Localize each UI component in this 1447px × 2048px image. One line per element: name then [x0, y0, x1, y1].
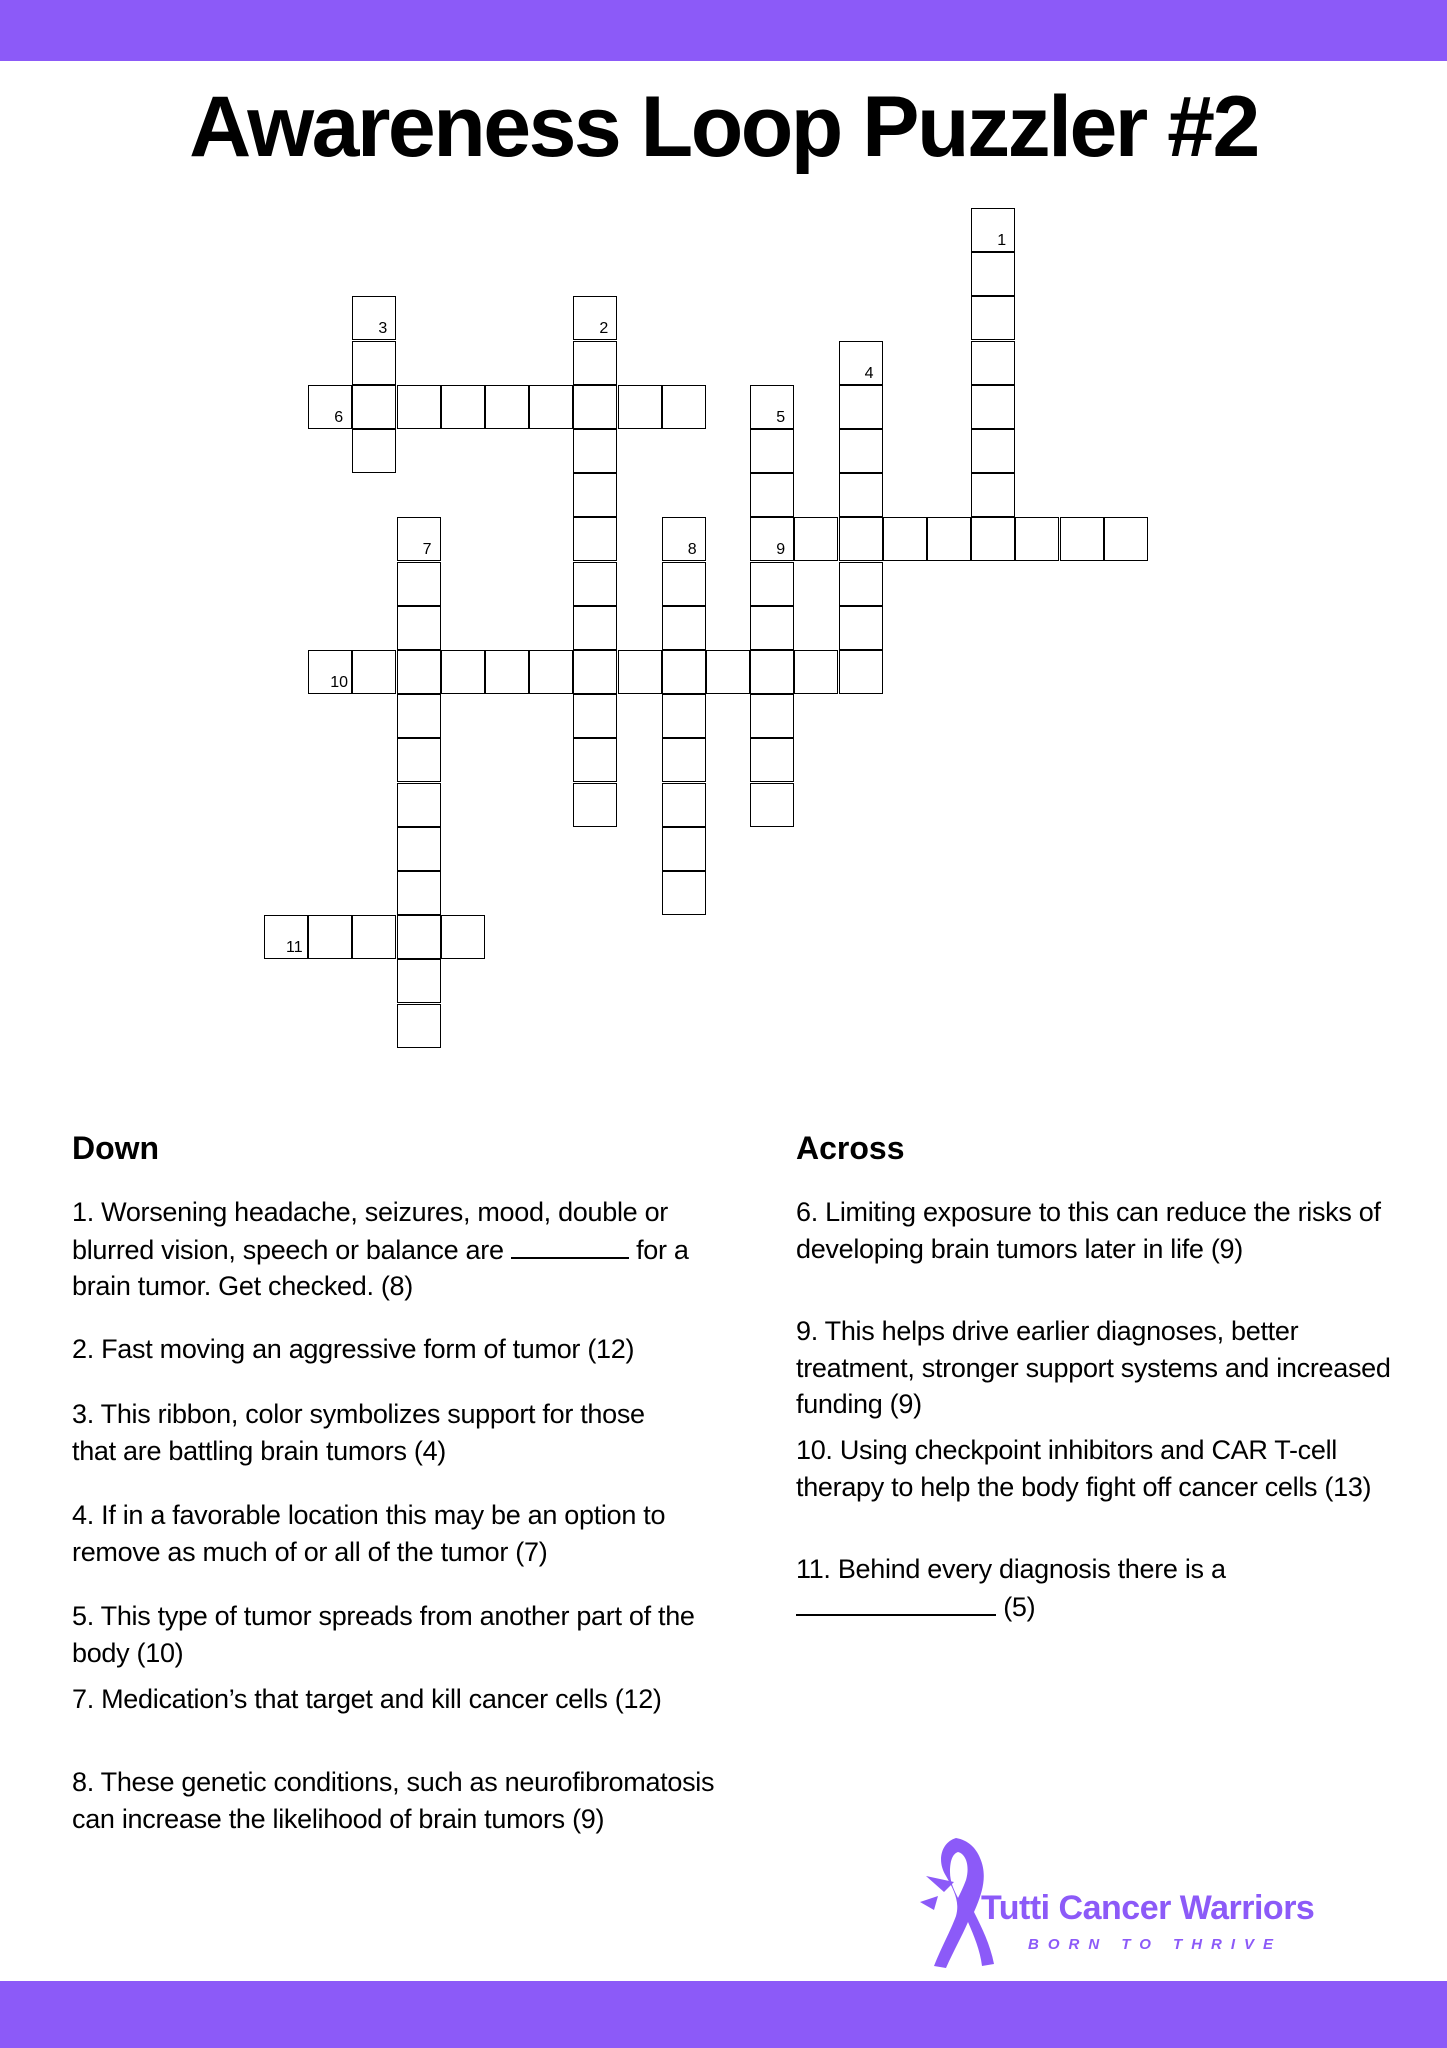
crossword-cell — [573, 650, 617, 694]
crossword-cell — [397, 694, 441, 738]
crossword-cell — [662, 650, 706, 694]
crossword-cell — [839, 517, 883, 561]
crossword-cell — [662, 827, 706, 871]
crossword-cell — [485, 385, 529, 429]
crossword-cell — [352, 915, 396, 959]
crossword-cell — [706, 650, 750, 694]
crossword-cell — [971, 429, 1015, 473]
crossword-cell — [529, 650, 573, 694]
crossword-cell — [971, 473, 1015, 517]
crossword-cell — [397, 915, 441, 959]
crossword-cell — [618, 385, 662, 429]
clue-number-1: 1 — [997, 232, 1007, 249]
crossword-cell — [839, 562, 883, 606]
clue-number-4: 4 — [864, 364, 874, 382]
crossword-cell — [397, 517, 441, 561]
crossword-cell — [750, 562, 794, 606]
down-clue-7: 7. Medication’s that target and kill cancer cells (12) — [72, 1684, 662, 1714]
crossword-cell — [1015, 517, 1059, 561]
down-clue-3: 3. This ribbon, color symbolizes support for those that are battling brain tumors (4) — [72, 1399, 645, 1466]
crossword-cell — [750, 429, 794, 473]
crossword-cell — [573, 783, 617, 827]
crossword-cell — [352, 385, 396, 429]
across-clue-9: 9. This helps drive earlier diagnoses, better treatment, stronger support systems and increased funding (9) — [796, 1316, 1391, 1419]
clue-number-3: 3 — [378, 320, 388, 338]
crossword-cell — [839, 650, 883, 694]
crossword-cell — [662, 694, 706, 738]
crossword-cell — [573, 385, 617, 429]
crossword-cell — [750, 473, 794, 517]
crossword-cell — [618, 650, 662, 694]
crossword-cell — [352, 341, 396, 385]
page-title: Awareness Loop Puzzler #2 — [189, 79, 1258, 175]
clue-number-11: 11 — [286, 939, 303, 957]
crossword-cell — [573, 606, 617, 650]
crossword-cell — [397, 871, 441, 915]
crossword-cell — [839, 341, 883, 385]
clue-number-2: 2 — [599, 320, 609, 338]
across-clue-6: 6. Limiting exposure to this can reduce the risks of developing brain tumors later in life (9) — [796, 1197, 1381, 1264]
crossword-cell — [397, 650, 441, 694]
crossword-cell — [839, 606, 883, 650]
crossword-cell — [971, 341, 1015, 385]
crossword-cell — [397, 606, 441, 650]
crossword-cell — [662, 562, 706, 606]
crossword-cell — [883, 517, 927, 561]
across-clue-11: 11. Behind every diagnosis there is a (5) — [796, 1554, 1226, 1622]
crossword-cell — [352, 296, 396, 340]
answer-blank — [511, 1231, 629, 1259]
crossword-cell — [352, 429, 396, 473]
crossword-cell — [573, 738, 617, 782]
crossword-cell — [573, 296, 617, 340]
crossword-cell — [397, 385, 441, 429]
clue-number-7: 7 — [422, 541, 432, 559]
bottom-banner — [0, 1981, 1447, 2048]
across-heading: Across — [796, 1130, 905, 1166]
crossword-cell — [308, 915, 352, 959]
crossword-cell — [308, 385, 352, 429]
crossword-cell — [441, 915, 485, 959]
crossword-cell — [750, 385, 794, 429]
crossword-cell — [750, 783, 794, 827]
crossword-cell — [662, 385, 706, 429]
crossword-cell — [971, 385, 1015, 429]
crossword-cell — [1104, 517, 1148, 561]
crossword-cell — [529, 385, 573, 429]
across-clue-10: 10. Using checkpoint inhibitors and CAR T-cell therapy to help the body fight off cancer cells (13) — [796, 1435, 1372, 1502]
crossword-cell — [573, 429, 617, 473]
crossword-cell — [573, 562, 617, 606]
crossword-cell — [397, 738, 441, 782]
clue-number-6: 6 — [334, 408, 344, 426]
clue-number-10: 10 — [330, 674, 348, 691]
crossword-cell — [485, 650, 529, 694]
clue-number-8: 8 — [687, 541, 697, 559]
crossword-cell — [573, 341, 617, 385]
down-clue-2: 2. Fast moving an aggressive form of tumor (12) — [72, 1334, 635, 1364]
crossword-cell — [750, 517, 794, 561]
crossword-cell — [971, 252, 1015, 296]
answer-blank — [796, 1588, 996, 1616]
crossword-cell — [750, 738, 794, 782]
crossword-cell — [927, 517, 971, 561]
crossword-cell — [794, 650, 838, 694]
logo-name: Tutti Cancer Warriors — [981, 1889, 1315, 1927]
crossword-cell — [573, 517, 617, 561]
crossword-cell — [794, 517, 838, 561]
crossword-cell — [397, 827, 441, 871]
crossword-cell — [971, 296, 1015, 340]
down-heading: Down — [72, 1130, 160, 1166]
crossword-cell — [750, 694, 794, 738]
crossword-cell — [971, 517, 1015, 561]
crossword-cell — [750, 650, 794, 694]
crossword-cell — [662, 517, 706, 561]
crossword-cell — [397, 562, 441, 606]
crossword-cell — [839, 385, 883, 429]
crossword-cell — [573, 473, 617, 517]
crossword-cell — [662, 783, 706, 827]
down-clue-4: 4. If in a favorable location this may be an option to remove as much of or all of the tumor (7) — [72, 1500, 666, 1567]
crossword-cell — [750, 606, 794, 650]
clue-number-9: 9 — [776, 541, 786, 559]
crossword-cell — [397, 959, 441, 1003]
crossword-cell — [662, 738, 706, 782]
crossword-cell — [839, 473, 883, 517]
crossword-cell — [1060, 517, 1104, 561]
down-clue-8: 8. These genetic conditions, such as neurofibromatosis can increase the likelihood of brain tumors (9) — [72, 1767, 715, 1834]
clue-number-5: 5 — [776, 408, 786, 426]
crossword-cell — [662, 606, 706, 650]
crossword-cell — [397, 1004, 441, 1048]
crossword-cell — [441, 650, 485, 694]
down-clue-5: 5. This type of tumor spreads from another part of the body (10) — [72, 1601, 695, 1668]
crossword-cell — [397, 783, 441, 827]
crossword-cell — [839, 429, 883, 473]
crossword-cell — [662, 871, 706, 915]
crossword-cell — [971, 208, 1015, 252]
down-clue-1: 1. Worsening headache, seizures, mood, double or blurred vision, speech or balance are for a brain tumor. Get checked. (8) — [72, 1197, 689, 1301]
crossword-cell — [573, 694, 617, 738]
logo-tagline: BORN TO THRIVE — [1028, 1936, 1283, 1953]
crossword-cell — [352, 650, 396, 694]
crossword-cell — [441, 385, 485, 429]
